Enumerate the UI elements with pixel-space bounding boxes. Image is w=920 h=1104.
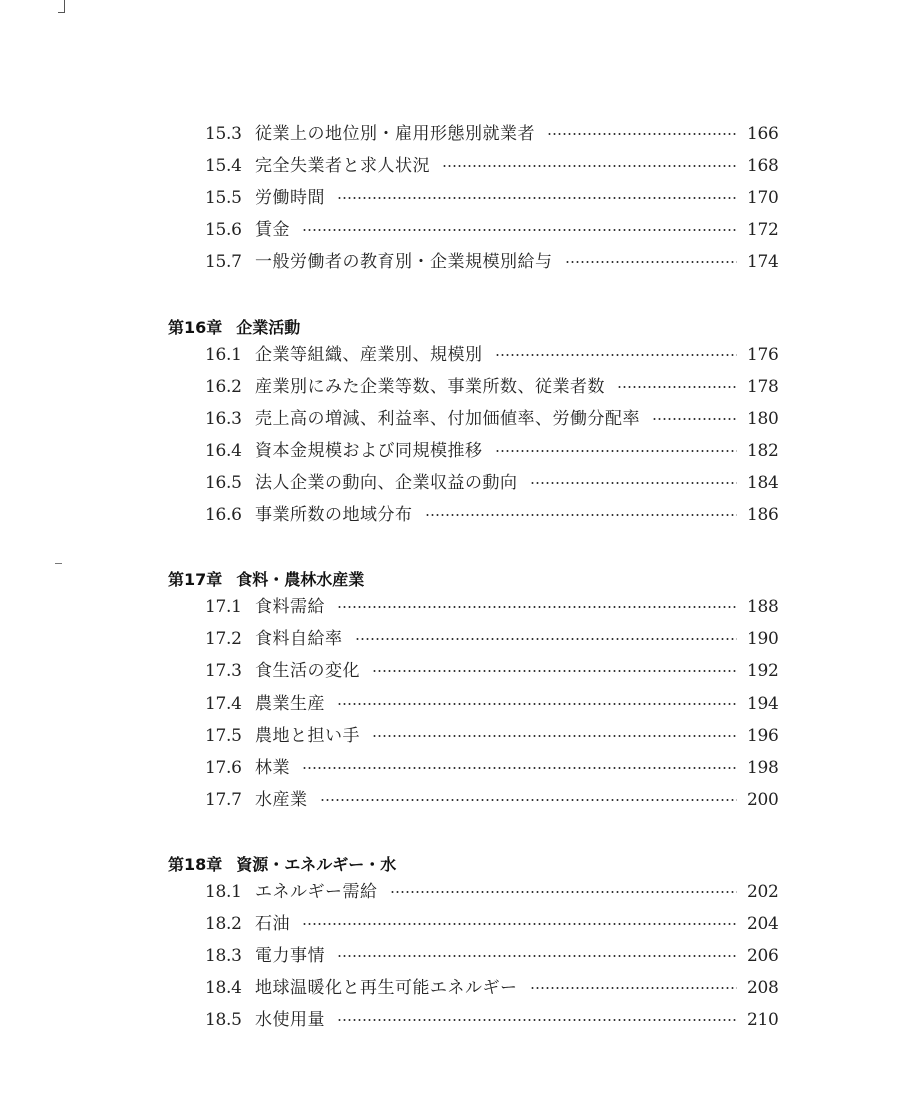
entry-number: 18.4 [205, 978, 242, 998]
entry-title: 法人企業の動向、企業収益の動向 [255, 473, 518, 493]
entry-title: 食料自給率 [255, 629, 343, 649]
entry-page: 198 [747, 758, 779, 778]
toc-entry[interactable] [205, 184, 777, 212]
entry-title: 企業等組織、産業別、規模別 [255, 345, 483, 365]
entry-number: 17.7 [205, 790, 242, 810]
entry-title: 水産業 [255, 790, 308, 810]
entry-number: 18.1 [205, 882, 242, 902]
entry-title: 食生活の変化 [255, 661, 360, 681]
toc-entry[interactable] [205, 878, 777, 906]
margin-tick [55, 563, 62, 564]
toc-entry[interactable] [205, 690, 777, 718]
entry-page: 190 [747, 629, 779, 649]
entry-title: 賃金 [255, 220, 290, 240]
toc-entry[interactable] [205, 910, 777, 938]
chapter-number: 第18章 [168, 854, 223, 874]
chapter-title: 食料・農林水産業 [236, 569, 365, 589]
entry-number: 16.4 [205, 441, 242, 461]
toc-entry[interactable] [205, 248, 777, 276]
entry-title: 水使用量 [255, 1010, 325, 1030]
dot-leader [652, 418, 737, 420]
chapter-number: 第17章 [168, 569, 223, 589]
toc-entry[interactable] [205, 657, 777, 685]
entry-number: 18.3 [205, 946, 242, 966]
entry-number: 18.2 [205, 914, 242, 934]
entry-page: 200 [747, 790, 779, 810]
entry-page: 168 [747, 156, 779, 176]
chapter-heading[interactable] [168, 564, 364, 592]
entry-title: 事業所数の地域分布 [255, 505, 413, 525]
toc-entry[interactable] [205, 405, 777, 433]
dot-leader [320, 799, 738, 801]
toc-entry[interactable] [205, 1006, 777, 1034]
toc-entry[interactable] [205, 722, 777, 750]
chapter-title: 資源・エネルギー・水 [236, 854, 397, 874]
toc-entry[interactable] [205, 437, 777, 465]
dot-leader [337, 1019, 737, 1021]
entry-number: 15.3 [205, 124, 242, 144]
chapter-heading[interactable] [168, 312, 300, 340]
entry-page: 174 [747, 252, 779, 272]
entry-number: 16.5 [205, 473, 242, 493]
entry-page: 210 [747, 1010, 779, 1030]
dot-leader [495, 354, 738, 356]
dot-leader [337, 955, 737, 957]
entry-number: 17.2 [205, 629, 242, 649]
entry-title: 完全失業者と求人状況 [255, 156, 430, 176]
entry-page: 166 [747, 124, 779, 144]
toc-entry[interactable] [205, 501, 777, 529]
dot-leader [337, 197, 737, 199]
entry-title: 農業生産 [255, 694, 325, 714]
entry-title: 従業上の地位別・雇用形態別就業者 [255, 124, 535, 144]
crop-mark [58, 0, 65, 13]
dot-leader [495, 450, 738, 452]
entry-page: 172 [747, 220, 779, 240]
entry-title: 産業別にみた企業等数、事業所数、従業者数 [255, 377, 605, 397]
toc-entry[interactable] [205, 469, 777, 497]
entry-number: 17.3 [205, 661, 242, 681]
dot-leader [302, 767, 737, 769]
entry-page: 186 [747, 505, 779, 525]
entry-page: 188 [747, 597, 779, 617]
entry-title: 売上高の増減、利益率、付加価値率、労働分配率 [255, 409, 640, 429]
entry-number: 16.1 [205, 345, 242, 365]
entry-page: 178 [747, 377, 779, 397]
entry-number: 16.6 [205, 505, 242, 525]
dot-leader [390, 891, 738, 893]
toc-entry[interactable] [205, 120, 777, 148]
dot-leader [337, 606, 737, 608]
dot-leader [302, 923, 737, 925]
entry-number: 15.6 [205, 220, 242, 240]
toc-entry[interactable] [205, 786, 777, 814]
dot-leader [530, 482, 738, 484]
dot-leader [547, 133, 737, 135]
entry-title: 一般労働者の教育別・企業規模別給与 [255, 252, 553, 272]
entry-title: 資本金規模および同規模推移 [255, 441, 483, 461]
entry-page: 196 [747, 726, 779, 746]
entry-page: 170 [747, 188, 779, 208]
toc-entry[interactable] [205, 373, 777, 401]
entry-title: 石油 [255, 914, 290, 934]
chapter-number: 第16章 [168, 317, 223, 337]
entry-number: 15.7 [205, 252, 242, 272]
entry-page: 176 [747, 345, 779, 365]
dot-leader [337, 703, 737, 705]
entry-number: 17.1 [205, 597, 242, 617]
dot-leader [372, 670, 737, 672]
entry-title: 林業 [255, 758, 290, 778]
entry-title: 農地と担い手 [255, 726, 360, 746]
entry-title: 食料需給 [255, 597, 325, 617]
entry-number: 17.5 [205, 726, 242, 746]
chapter-title: 企業活動 [236, 317, 301, 337]
dot-leader [372, 735, 737, 737]
entry-page: 192 [747, 661, 779, 681]
entry-number: 15.5 [205, 188, 242, 208]
dot-leader [425, 514, 738, 516]
entry-page: 202 [747, 882, 779, 902]
entry-page: 182 [747, 441, 779, 461]
dot-leader [442, 165, 737, 167]
entry-page: 194 [747, 694, 779, 714]
toc-entry[interactable] [205, 625, 777, 653]
entry-page: 180 [747, 409, 779, 429]
entry-number: 15.4 [205, 156, 242, 176]
entry-page: 184 [747, 473, 779, 493]
entry-title: エネルギー需給 [255, 882, 378, 902]
entry-page: 204 [747, 914, 779, 934]
entry-number: 17.6 [205, 758, 242, 778]
toc-entry[interactable] [205, 341, 777, 369]
toc-entry[interactable] [205, 152, 777, 180]
dot-leader [530, 987, 738, 989]
dot-leader [565, 261, 738, 263]
toc-entry[interactable] [205, 942, 777, 970]
toc-entry[interactable] [205, 974, 777, 1002]
entry-page: 206 [747, 946, 779, 966]
entry-title: 地球温暖化と再生可能エネルギー [255, 978, 518, 998]
chapter-heading[interactable] [168, 849, 396, 877]
entry-number: 16.3 [205, 409, 242, 429]
entry-page: 208 [747, 978, 779, 998]
toc-entry[interactable] [205, 754, 777, 782]
dot-leader [617, 386, 737, 388]
toc-entry[interactable] [205, 216, 777, 244]
entry-title: 労働時間 [255, 188, 325, 208]
entry-number: 18.5 [205, 1010, 242, 1030]
entry-number: 16.2 [205, 377, 242, 397]
toc-entry[interactable] [205, 593, 777, 621]
dot-leader [302, 229, 737, 231]
entry-title: 電力事情 [255, 946, 325, 966]
dot-leader [355, 638, 738, 640]
entry-number: 17.4 [205, 694, 242, 714]
